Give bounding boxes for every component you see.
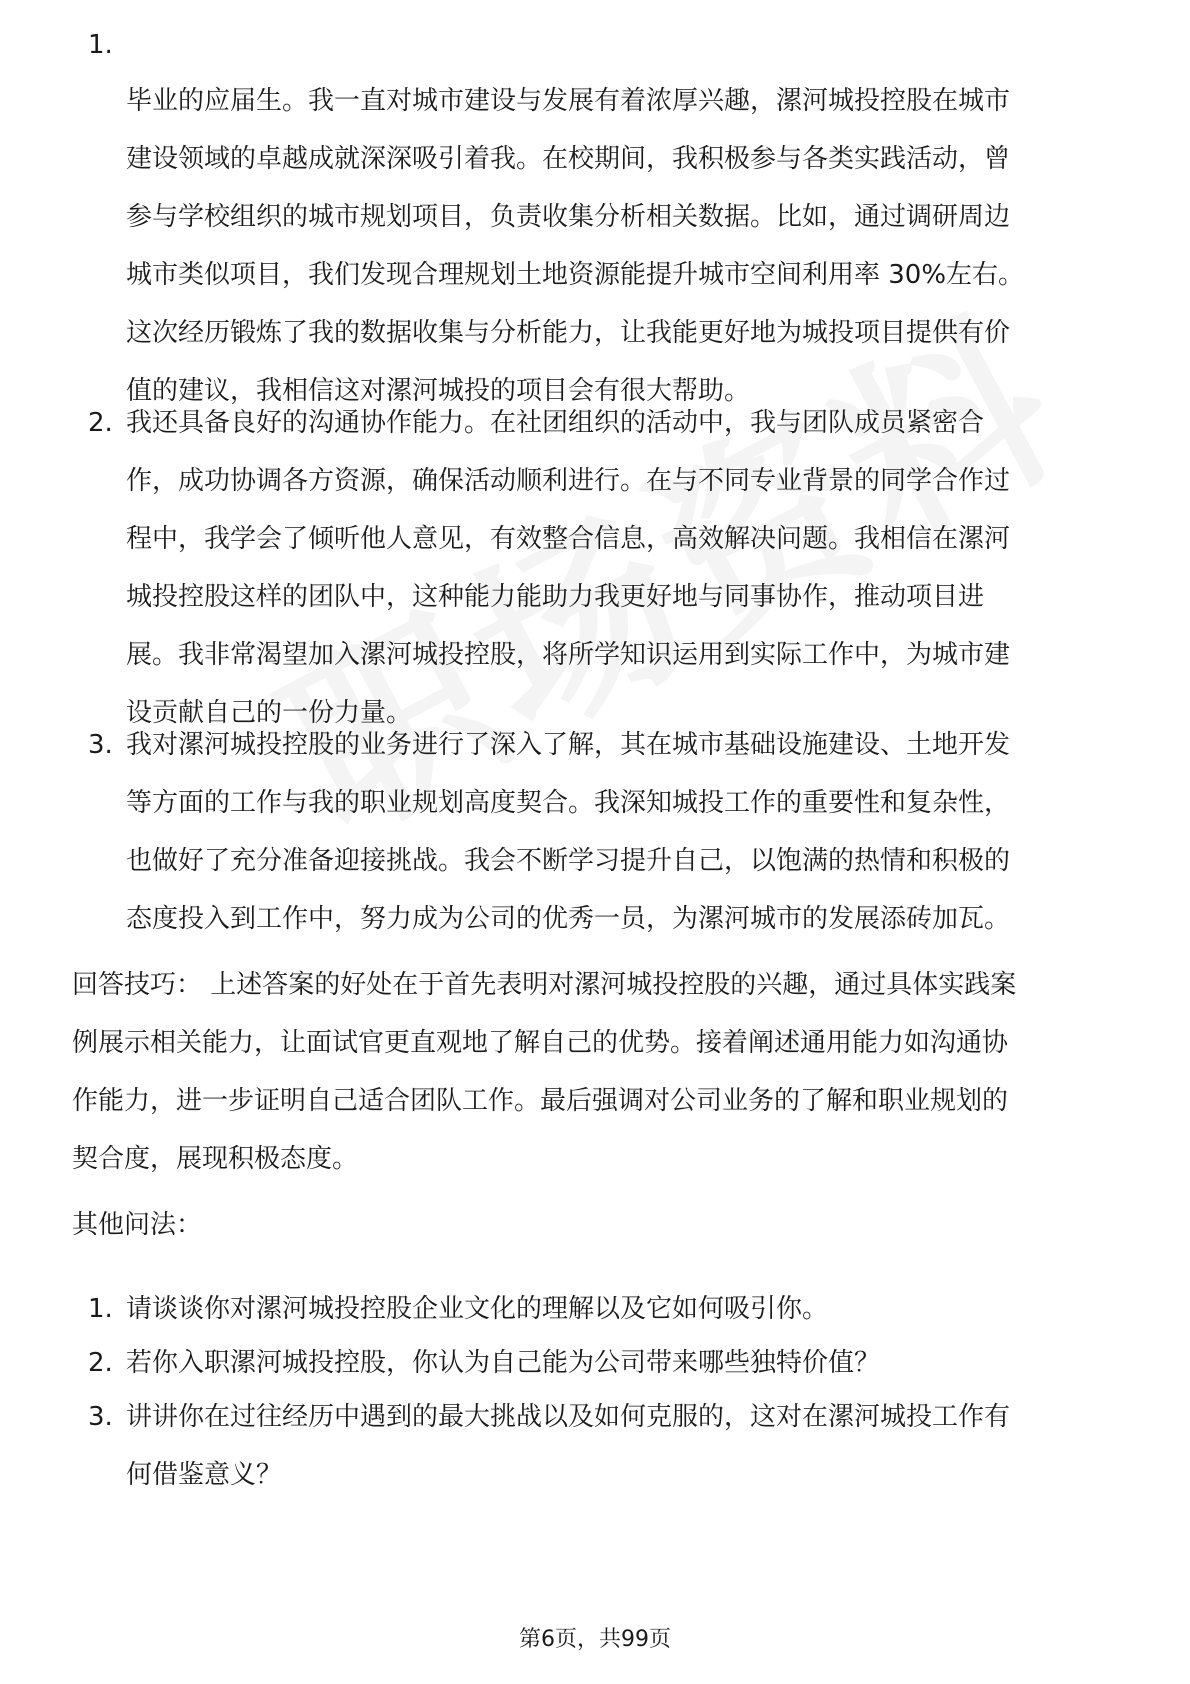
answer-tips: 回答技巧： 上述答案的好处在于首先表明对漯河城投控股的兴趣，通过具体实践案 例展示相关能力，让面试官更直观地了解自己的优势。接着阐述通用能力如沟通协 作能力，进一步证明自己适合团队工作。最后强调对公司业务的了解和职业规划的 契合度，展现积极态度。	[72, 970, 1017, 1174]
item-text: 讲讲你在过往经历中遇到的最大挑战以及如何克服的，这对在漯河城投工作有 何借鉴意义？	[126, 1402, 1011, 1490]
page-footer: 第6页，共99页	[519, 1627, 671, 1652]
item-number: 3.	[88, 730, 113, 760]
item-number: 2.	[88, 1348, 113, 1378]
item-text: 请谈谈你对漯河城投控股企业文化的理解以及它如何吸引你。	[126, 1294, 829, 1324]
answer-item-1	[72, 30, 1122, 420]
other-question-2	[72, 1334, 1122, 1392]
other-questions-title: 其他问法：	[72, 1210, 203, 1240]
answer-item-2	[72, 394, 1122, 742]
item-number: 2.	[88, 408, 113, 438]
item-text: 我还具备良好的沟通协作能力。在社团组织的活动中，我与团队成员紧密合 作，成功协调各方资源，确保活动顺利进行。在与不同专业背景的同学合作过 程中，我学会了倾听他人意见，有效整合信息，高效解决问题。我相信在漯河 城投控股这样的团队中，这种能力能助力我更好地与同事协作，推动项目进 展。我非常渴望加入漯河城投控股，将所学知识运用到实际工作中，为城市建 设贡献自己的一份力量。	[126, 408, 1011, 728]
item-text: 毕业的应届生。我一直对城市建设与发展有着浓厚兴趣，漯河城投控股在城市 建设领域的卓越成就深深吸引着我。在校期间，我积极参与各类实践活动，曾 参与学校组织的城市规划项目，负责收集分析相关数据。比如，通过调研周边 城市类似项目，我们发现合理规划土地资源能提升城市空间利用率 30%左右。 这次经历锻炼了我的数据收集与分析能力，让我能更好地为城投项目提供有价 值的建议，我相信这对漯河城投的项目会有很大帮助。	[126, 86, 1025, 406]
item-number: 1.	[88, 30, 113, 60]
other-question-3	[72, 1388, 1122, 1504]
item-text: 若你入职漯河城投控股，你认为自己能为公司带来哪些独特价值？	[126, 1348, 881, 1378]
answer-item-3	[72, 716, 1122, 948]
item-text: 我对漯河城投控股的业务进行了深入了解，其在城市基础设施建设、土地开发 等方面的工作与我的职业规划高度契合。我深知城投工作的重要性和复杂性， 也做好了充分准备迎接挑战。我会不断学习提升自己，以饱满的热情和积极的 态度投入到工作中，努力成为公司的优秀一员，为漯河城市的发展添砖加瓦。	[126, 730, 1011, 934]
item-number: 1.	[88, 1294, 113, 1324]
other-question-1	[72, 1280, 1122, 1338]
item-number: 3.	[88, 1402, 113, 1432]
